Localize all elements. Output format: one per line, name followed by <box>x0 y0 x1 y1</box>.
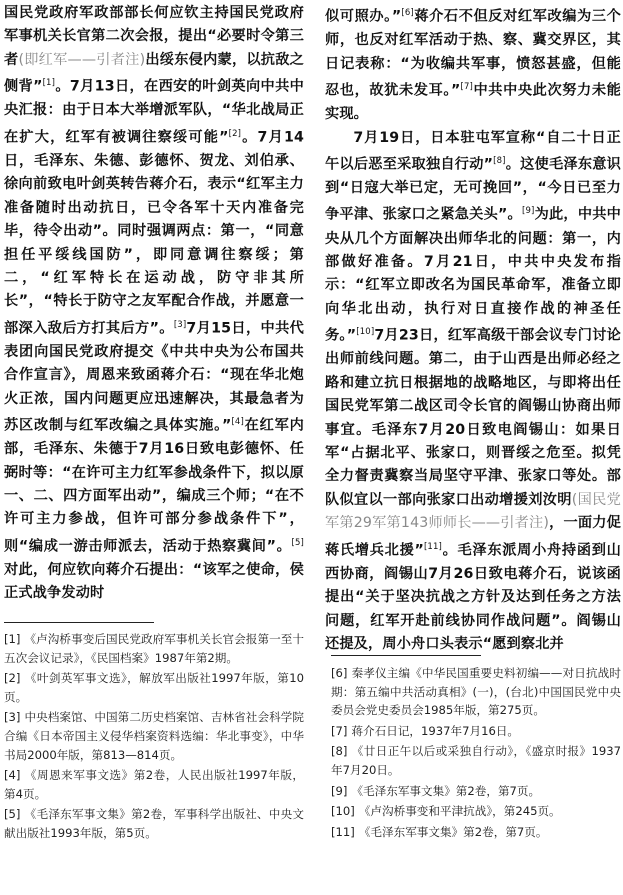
footnote-mark: [5] <box>4 807 21 822</box>
right-column <box>325 2 621 656</box>
footnote-mark: [1] <box>4 632 21 646</box>
body-text-segment: 7月19日，日本驻屯军宣称“自二十日正午以后恶至采取独自行动” <box>325 129 621 173</box>
footnote-item <box>331 782 621 801</box>
footnote-item <box>331 802 621 821</box>
body-paragraph <box>325 127 621 657</box>
footnote-text: 《廿日正午以后或采独自行动》，《盛京时报》1937年7月20日。 <box>331 744 621 777</box>
footnote-item <box>4 669 304 706</box>
footnote-ref[interactable]: [8] <box>493 155 506 166</box>
body-text-segment: 7月23日，红军高级干部会议专门讨论出师前线问题。第二，由于山西是出师必经之路和建立抗日根据地的战略地区，与即将出任国民党军第二战区司令长官的阎锡山协商出师事宜。毛泽东7月20日致电阎锡山：如果日军“占据北平、张家口，则晋绥之危至。拟凭全力督责冀察当局坚守平津、张家口等处。部队似宜以一部向张家口出动增援刘汝明 <box>325 327 621 508</box>
footnote-ref[interactable]: [5] <box>291 537 304 548</box>
footnote-item <box>331 742 621 779</box>
body-text-segment: 。7月13日，在西安的叶剑英向中共中央汇报：由于日本大举增派军队，“华北战局正在扩大，红军有被调往察绥可能” <box>4 78 304 146</box>
inline-editor-note: (即红军——引者注) <box>18 51 146 68</box>
footnote-divider <box>331 655 481 656</box>
footnote-item <box>331 664 621 720</box>
footnote-text: 《毛泽东军事文集》第2卷，军事科学出版社、中央文献出版社1993年版，第5页。 <box>4 807 304 840</box>
footnote-item <box>331 823 621 842</box>
footnote-mark: [9] <box>331 783 348 798</box>
body-text-segment: 对此，何应钦向蒋介石提出：“该军之使命，侯正式战争发动时 <box>4 562 304 602</box>
footnote-text: 《毛泽东军事文集》第2卷，第7页。 <box>351 783 541 798</box>
body-text-segment: 似可照办。” <box>325 8 402 25</box>
footnote-item <box>4 805 304 842</box>
body-text-segment: 国民党政府军政部部长何应钦主持国民党政府军事机关长官第二次会报，提出“必要时令第三者 <box>4 5 304 68</box>
body-paragraph <box>4 2 304 606</box>
footnote-mark: [4] <box>4 768 21 783</box>
footnote-ref[interactable]: [1] <box>42 78 56 89</box>
footnote-item <box>4 766 304 803</box>
footnote-text: 《卢沟桥事变后国民党政府军事机关长官会报第一至十五次会议记录》，《民国档案》1987年第2期。 <box>4 632 304 665</box>
footnote-ref[interactable]: [7] <box>460 81 474 92</box>
body-text-segment: 在红军内部，毛泽东、朱德于7月16日致电彭德怀、任弼时等：“在许可主力红军参战条件下，拟以原一、二、四方面军出动”，编成三个师；“在不许可主力参战，但许可部分参战条件下”，则“编成一游击师派去，活动于热察冀间”。 <box>4 417 304 555</box>
footnote-mark: [3] <box>4 710 21 725</box>
footnote-mark: [10] <box>331 804 355 819</box>
body-paragraph <box>325 2 621 127</box>
left-column <box>4 2 304 606</box>
body-text-segment: 。毛泽东派周小舟持函到山西协商，阎锡山7月26日致电蒋介石，说该函提出“关于坚决抗战之方针及达到任务之方法问题，红军开赴前线协同作战问题”。阎锡山还提及，周小舟口头表示“愿到察北并 <box>325 542 621 652</box>
body-text-segment: 出绥东侵内蒙，以抗敌之侧背” <box>4 51 305 95</box>
footnote-item <box>331 722 621 741</box>
footnote-ref[interactable]: [6] <box>401 8 414 18</box>
footnotes-right <box>331 664 621 843</box>
footnote-ref[interactable]: [2] <box>228 128 242 139</box>
footnote-ref[interactable]: [10] <box>356 327 375 338</box>
footnote-mark: [6] <box>331 666 348 680</box>
footnote-text: 蒋介石日记，1937年7月16日。 <box>351 723 520 738</box>
footnotes-left <box>4 630 304 845</box>
footnote-text: 《叶剑英军事文选》，解放军出版社1997年版，第10页。 <box>4 671 304 704</box>
footnote-ref[interactable]: [4] <box>231 417 244 428</box>
footnote-divider <box>4 622 154 623</box>
footnote-text: 《毛泽东军事文集》第2卷，第7页。 <box>358 824 548 839</box>
inline-editor-note: (国民党军第29军第143师师长——引者注) <box>325 491 621 532</box>
body-text-segment: ，一面力促蒋氏增兵北援” <box>325 515 621 559</box>
footnote-text: 中央档案馆、中国第二历史档案馆、吉林省社会科学院合编《日本帝国主义侵华档案资料选编：华北事变》，中华书局2000年版，第813—814页。 <box>4 710 304 762</box>
body-text-segment: 为此，中共中央从几个方面解决出师华北的问题：第一，内部做好准备。7月21日，中共中央发布指示：“红军立即改名为国民革命军，准备立即向华北出动，执行对日直接作战的神圣任务。” <box>325 207 621 344</box>
footnote-ref[interactable]: [11] <box>423 541 443 552</box>
footnote-mark: [11] <box>331 824 355 839</box>
footnote-text: 秦孝仪主编《中华民国重要史料初编——对日抗战时期：第五编中共活动真相》(一)，(台北)中国国民党中央委员会党史委员会1985年版，第275页。 <box>331 666 621 718</box>
footnote-text: 《周恩来军事文选》第2卷，人民出版社1997年版，第4页。 <box>4 768 304 801</box>
footnote-mark: [7] <box>331 723 348 738</box>
body-text-segment: 7月15日，中共代表团向国民党政府提交《中共中央为公布国共合作宣言》，周恩来致函蒋介石：“现在华北炮火正浓，国内问题更应迅速解决，其最急者为苏区改制与红军改编之具体实施。” <box>4 320 304 434</box>
footnote-ref[interactable]: [3] <box>173 319 187 330</box>
footnote-item <box>4 630 304 667</box>
footnote-mark: [2] <box>4 671 21 686</box>
body-text-segment: 。7月14日，毛泽东、朱德、彭德怀、贺龙、刘伯承、徐向前致电叶剑英转告蒋介石，表示“红军主力准备随时出动抗日，已令各军十天内准备完毕，待令出动”。同时强调两点：第一，“同意担任平绥线国防”，即同意调往察绥；第二，“红军特长在运动战，防守非其所长”，“特长于防守之友军配合作战，并愿意一部深入敌后方打其后方”。 <box>4 129 305 337</box>
body-text-segment: 中共中央此次努力未能实现。 <box>325 82 621 123</box>
body-text-segment: 。这使毛泽东意识到“日寇大举已定，无可挽回”，“今日已至力争平津、张家口之紧急关头”。 <box>325 156 621 224</box>
footnote-ref[interactable]: [9] <box>521 206 535 217</box>
footnote-text: 《卢沟桥事变和平津抗战》，第245页。 <box>358 804 561 819</box>
footnote-mark: [8] <box>331 744 348 759</box>
footnote-item <box>4 708 304 764</box>
body-text-segment: 蒋介石不但反对红军改编为三个师，也反对红军活动于热、察、冀交界区，其日记表称：“为收编共军事，愤怒甚盛，但能忍也，故犹未发耳。” <box>325 8 621 99</box>
